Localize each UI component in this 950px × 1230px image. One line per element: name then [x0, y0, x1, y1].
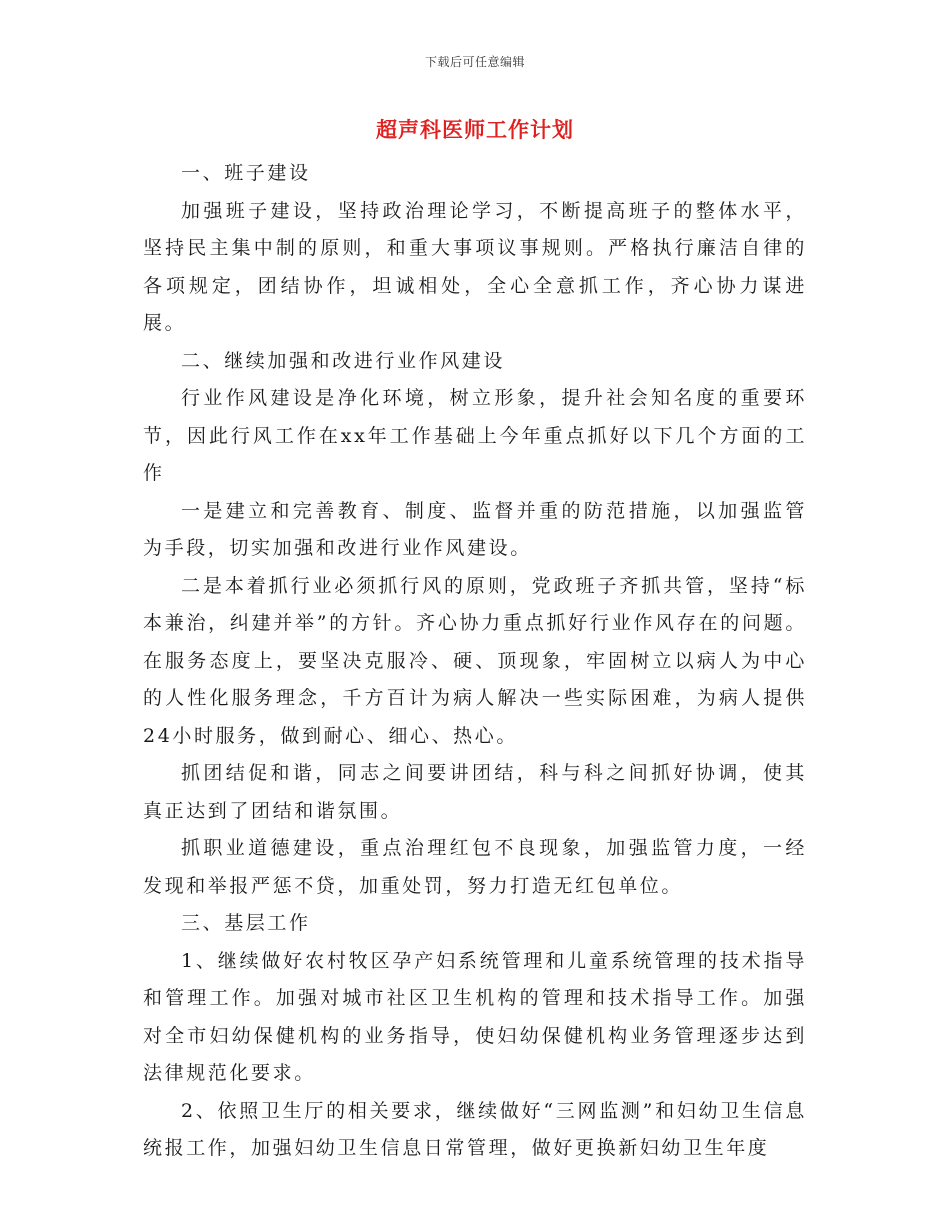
document-title: 超声科医师工作计划 [376, 117, 574, 142]
section-heading-2: 二、继续加强和改进行业作风建设 [181, 349, 506, 372]
paragraph: 加强班子建设，坚持政治理论学习，不断提高班子的整体水平，坚持民主集中制的原则，和重大事项议事规则。严格执行廉洁自律的各项规定，团结协作，坦诚相处，全心全意抓工作，齐心协力谋进展。 [143, 199, 807, 334]
paragraph: 2、依照卫生厅的相关要求，继续做好“三网监测”和妇幼卫生信息统报工作，加强妇幼卫生信息日常管理，做好更换新妇幼卫生年度 [143, 1099, 807, 1159]
paragraph: 一是建立和完善教育、制度、监督并重的防范措施，以加强监管为手段，切实加强和改进行业作风建设。 [143, 499, 807, 559]
paragraph: 1、继续做好农村牧区孕产妇系统管理和儿童系统管理的技术指导和管理工作。加强对城市社区卫生机构的管理和技术指导工作。加强对全市妇幼保健机构的业务指导，使妇幼保健机构业务管理逐步达到法律规范化要求。 [143, 949, 807, 1084]
section-heading-1: 一、班子建设 [181, 162, 311, 184]
paragraph: 二是本着抓行业必须抓行风的原则，党政班子齐抓共管，坚持“标本兼治，纠建并举”的方针。齐心协力重点抓好行业作风存在的问题。在服务态度上，要坚决克服冷、硬、顶现象，牢固树立以病人为中心的人性化服务理念，千方百计为病人解决一些实际困难，为病人提供24小时服务，做到耐心、细心、热心。 [143, 574, 807, 747]
paragraph: 抓团结促和谐，同志之间要讲团结，科与科之间抓好协调，使其真正达到了团结和谐氛围。 [143, 762, 807, 822]
paragraph: 行业作风建设是净化环境，树立形象，提升社会知名度的重要环节，因此行风工作在xx年工作基础上今年重点抓好以下几个方面的工作 [143, 387, 807, 484]
paragraph: 抓职业道德建设，重点治理红包不良现象，加强监管力度，一经发现和举报严惩不贷，加重处罚，努力打造无红包单位。 [143, 837, 807, 897]
document-body [143, 155, 807, 1168]
section-heading-3: 三、基层工作 [181, 912, 311, 934]
page-header-note: 下载后可任意编辑 [424, 55, 525, 69]
